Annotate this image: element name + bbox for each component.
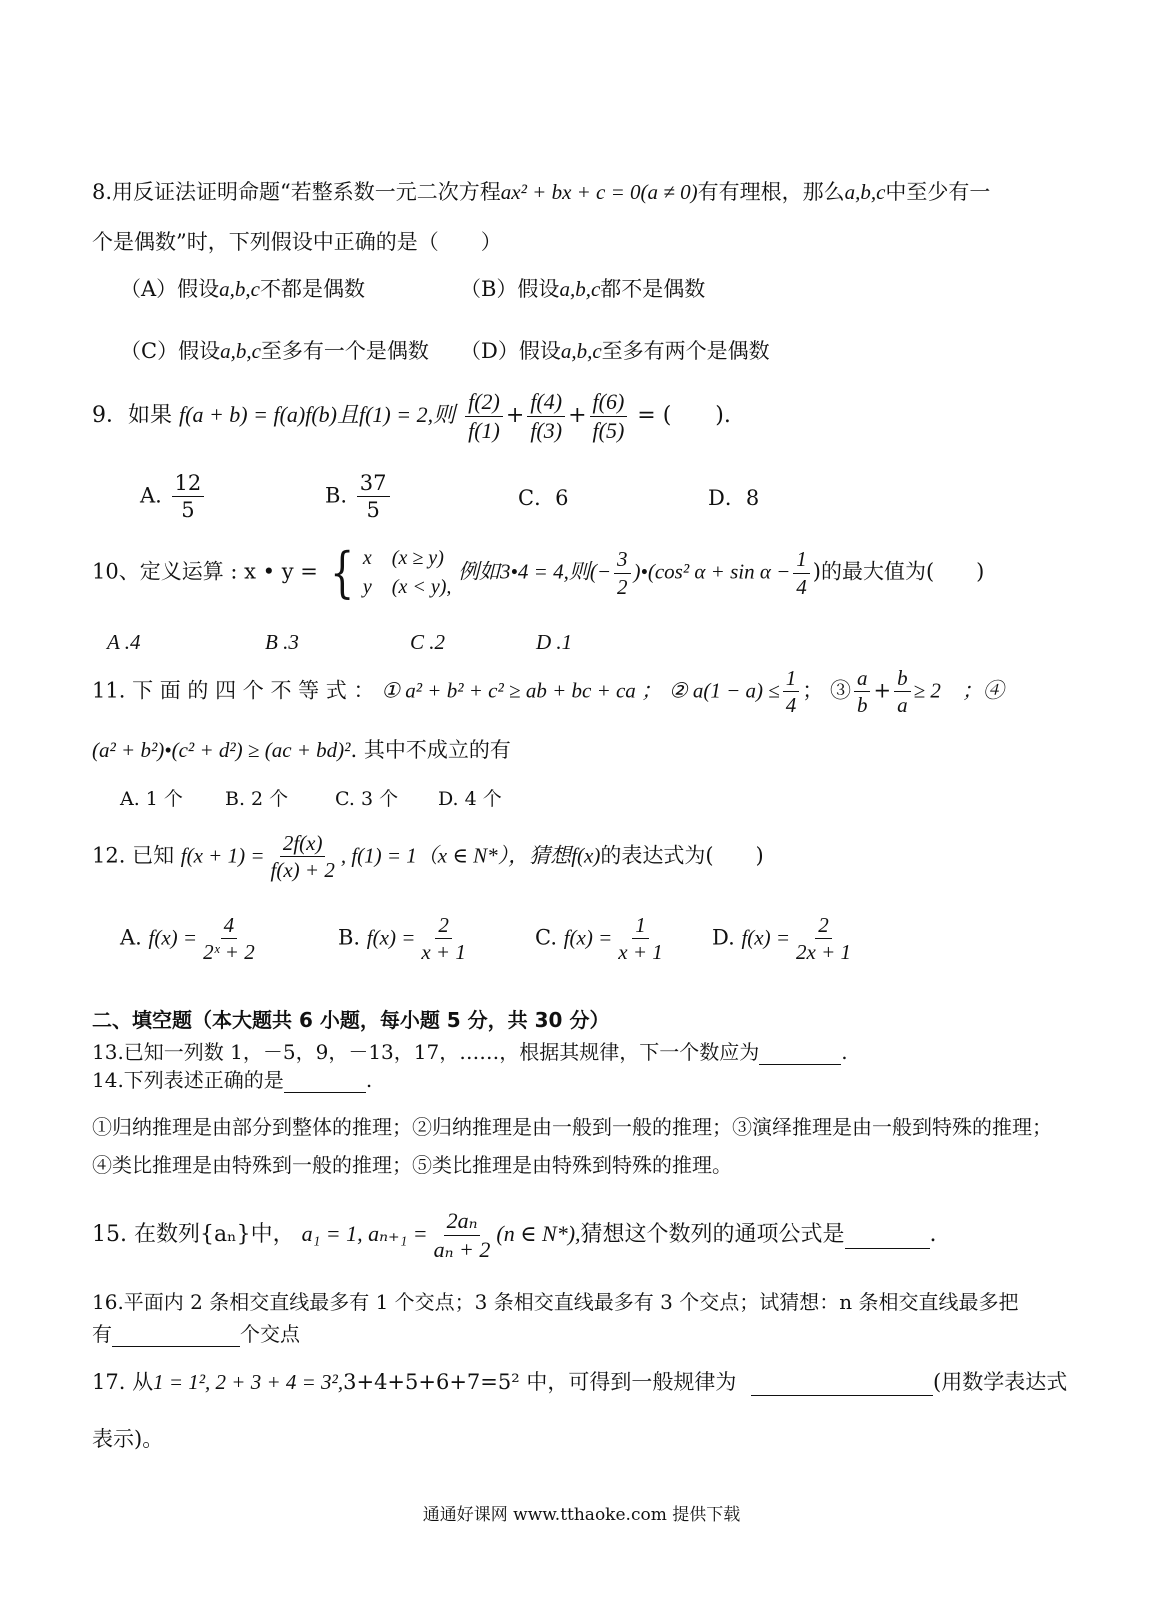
- q12-option-d: D. f(x) = $\frac{2}{2x + 1}$: [712, 913, 852, 965]
- answer-blank[interactable]: [112, 1322, 240, 1347]
- q8-line1: 8.用反证法证明命题“若整系数一元二次方程ax² + bx + c = 0(a ≠ 0)有有理根，那么a,b,c中至少有一: [92, 180, 991, 204]
- q11-option-b: B. 2 个: [225, 788, 289, 810]
- q17-line1: 17. 从1 = 1², 2 + 3 + 4 = 3²,3+4+5+6+7=5² 中，可得到一般规律为 (用数学表达式: [92, 1370, 1052, 1396]
- q10-option-a: A .4: [107, 630, 141, 654]
- q9-line: 9．如果 f(a + b) = f(a)f(b)且f(1) = 2,则 $\frac{f(2)}{f(1)}$ + $\frac{f(4)}{f(3)}$ + $\frac{f(6)}{f(5)}$ = ( ).: [92, 389, 731, 443]
- q9-fraction: $\frac{f(2)}{f(1)}$: [465, 388, 503, 444]
- q13-line: 13.已知一列数 1，－5，9，－13，17，……，根据其规律，下一个数应为 .: [92, 1040, 848, 1064]
- q17-line2: 表示)。: [92, 1427, 164, 1451]
- answer-blank[interactable]: [845, 1222, 930, 1249]
- section-heading: 二、填空题（本大题共 6 小题，每小题 5 分，共 30 分）: [92, 1008, 610, 1032]
- q8-option-d: （D）假设a,b,c至多有两个是偶数: [460, 339, 770, 363]
- q9-fraction: $\frac{f(6)}{f(5)}$: [590, 388, 628, 444]
- q8-option-c: （C）假设a,b,c至多有一个是偶数: [120, 339, 429, 363]
- q11-option-d: D. 4 个: [438, 788, 502, 810]
- q8-option-a: （A）假设a,b,c不都是偶数: [120, 277, 365, 301]
- q11-line2: (a² + b²)•(c² + d²) ≥ (ac + bd)². 其中不成立的有: [92, 738, 511, 762]
- q10-line: 10、定义运算 : x • y = { x (x ≥ y) y (x < y), 例如3•4 = 4,则(− $\frac{3}{2}$ )•(cos² α + sin α − $\frac{1}{4}$ )的最大值为( ): [92, 541, 985, 604]
- q8-option-b: （B）假设a,b,c都不是偶数: [460, 277, 706, 301]
- answer-blank[interactable]: [759, 1040, 841, 1065]
- q12-option-a: A. f(x) = $\frac{4}{\text{2ˣ + 2}}$: [120, 913, 255, 965]
- q16-line2: 有 个交点: [92, 1322, 300, 1346]
- q9-option-b: B. $\frac{37}{5}$: [325, 470, 1163, 524]
- answer-blank[interactable]: [751, 1370, 933, 1396]
- q9-option-a: A. $\frac{12}{5}$: [140, 470, 1100, 524]
- q11-option-c: C. 3 个: [335, 788, 399, 810]
- q15-line: 15. 在数列{aₙ}中， a₁ = 1, aₙ₊₁ = $\frac{\text{2aₙ}}{\text{aₙ + 2}}$ (n ∈ N*),猜想这个数列的通项公式是 .: [92, 1208, 937, 1262]
- q10-option-c: C .2: [410, 630, 446, 654]
- q11-line1: 11. 下 面 的 四 个 不 等 式 ： ① a² + b² + c² ≥ ab + bc + ca ； ② a(1 − a) ≤ $\frac{1}{4}$ ； ③ $\frac{a}{b}$ + $\frac{b}{a}$ ≥ 2 ；④: [92, 666, 1004, 718]
- q9-option-d: D．8: [708, 486, 760, 510]
- q12-option-b: B. f(x) = $\frac{2}{x + 1}$: [338, 913, 466, 965]
- q10-option-d: D .1: [536, 630, 573, 654]
- q9-option-c: C．6: [518, 486, 569, 510]
- q12-line: 12. 已知 f(x + 1) = $\frac{2f(x)}{f(x) + 2}$ , f(1) = 1（x ∈ N*），猜想f(x)的表达式为( ): [92, 831, 764, 883]
- page-footer: 通通好课网 www.tthaoke.com 提供下载: [422, 1505, 741, 1525]
- q14-statements: ①归纳推理是由部分到整体的推理；②归纳推理是由一般到一般的推理；③演绎推理是由一般到特殊的推理；④类比推理是由特殊到一般的推理；⑤类比推理是由特殊到特殊的推理。: [92, 1115, 1052, 1177]
- q14-line: 14.下列表述正确的是 .: [92, 1068, 373, 1092]
- q16-line1: 16.平面内 2 条相交直线最多有 1 个交点；3 条相交直线最多有 3 个交点；试猜想：n 条相交直线最多把: [92, 1290, 1019, 1314]
- q8-line2: 个是偶数”时，下列假设中正确的是（ ）: [92, 230, 502, 254]
- q9-fraction: $\frac{f(4)}{f(3)}$: [527, 388, 565, 444]
- q10-piecewise: { x (x ≥ y) y (x < y),: [329, 541, 452, 604]
- q8-equation: ax² + bx + c = 0(a ≠ 0): [500, 180, 698, 204]
- q10-option-b: B .3: [265, 630, 299, 654]
- answer-blank[interactable]: [284, 1068, 366, 1093]
- q12-option-c: C. f(x) = $\frac{1}{x + 1}$: [535, 913, 663, 965]
- q11-option-a: A. 1 个: [120, 788, 183, 810]
